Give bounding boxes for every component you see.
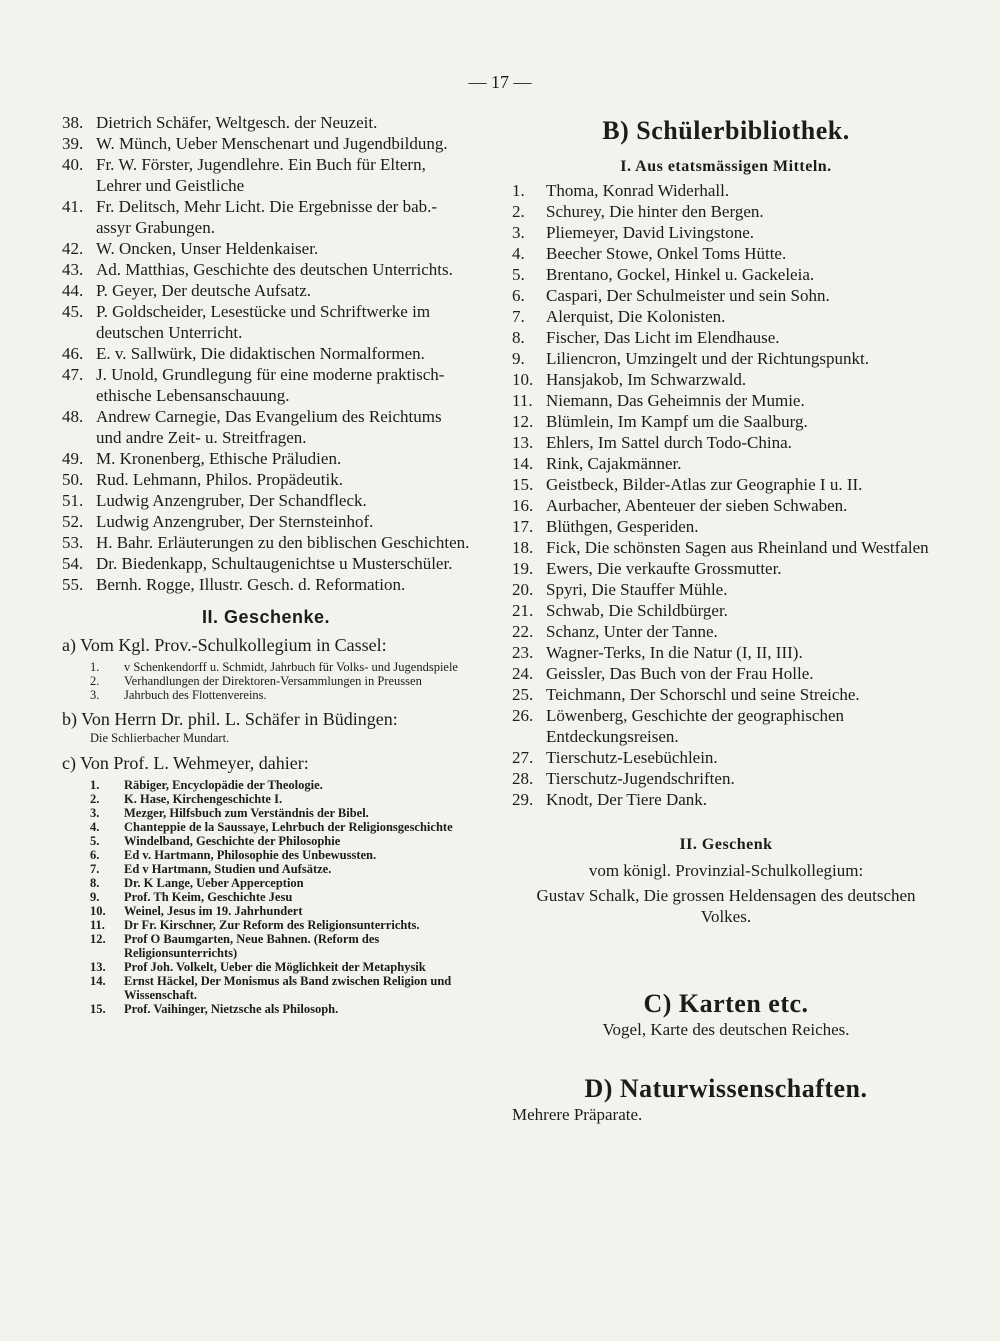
item-number: 41. <box>62 197 84 216</box>
item-text: Fr. W. Förster, Jugendlehre. Ein Buch für Eltern, Lehrer und Geistliche <box>96 155 426 195</box>
item-text: Prof. Vaihinger, Nietzsche als Philosoph. <box>124 1002 339 1016</box>
item-text: Alerquist, Die Kolonisten. <box>546 307 726 326</box>
item-text: Spyri, Die Stauffer Mühle. <box>546 580 728 599</box>
item-text: Aurbacher, Abenteuer der sieben Schwaben. <box>546 496 848 515</box>
student-library-entry <box>512 789 940 810</box>
item-number: 5. <box>90 834 100 848</box>
item-number: 15. <box>512 475 534 494</box>
item-text: Räbiger, Encyclopädie der Theologie. <box>124 778 323 792</box>
item-number: 39. <box>62 134 84 153</box>
item-text: Fischer, Das Licht im Elendhause. <box>546 328 780 347</box>
item-text: Bernh. Rogge, Illustr. Gesch. d. Reformation. <box>96 575 406 594</box>
item-text: Ed v. Hartmann, Philosophie des Unbewussten. <box>124 848 377 862</box>
item-number: 26. <box>512 706 534 725</box>
item-number: 24. <box>512 664 534 683</box>
item-text: J. Unold, Grundlegung für eine moderne praktisch-ethische Lebensanschauung. <box>96 365 445 405</box>
gift-entry <box>62 806 470 820</box>
item-number: 12. <box>90 932 106 946</box>
library-entry <box>62 133 470 154</box>
item-text: Dietrich Schäfer, Weltgesch. der Neuzeit. <box>96 113 378 132</box>
item-number: 3. <box>90 806 100 820</box>
item-text: Jahrbuch des Flottenvereins. <box>124 688 267 702</box>
item-text: Schurey, Die hinter den Bergen. <box>546 202 764 221</box>
item-text: Tierschutz-Jugendschriften. <box>546 769 735 788</box>
student-library-entry <box>512 180 940 201</box>
item-number: 2. <box>512 202 525 221</box>
student-library-entry <box>512 411 940 432</box>
item-number: 17. <box>512 517 534 536</box>
gift-entry <box>62 960 470 974</box>
library-entry <box>62 112 470 133</box>
item-number: 8. <box>90 876 100 890</box>
item-text: Mezger, Hilfsbuch zum Verständnis der Bibel. <box>124 806 369 820</box>
item-number: 53. <box>62 533 84 552</box>
gift-list-a <box>62 660 470 702</box>
item-text: Blümlein, Im Kampf um die Saalburg. <box>546 412 808 431</box>
gift-entry <box>62 834 470 848</box>
item-number: 28. <box>512 769 534 788</box>
student-library-entry <box>512 579 940 600</box>
gift-entry <box>62 688 470 702</box>
item-text: K. Hase, Kirchengeschichte I. <box>124 792 283 806</box>
item-text: Geissler, Das Buch von der Frau Holle. <box>546 664 814 683</box>
item-text: Wagner-Terks, In die Natur (I, II, III). <box>546 643 803 662</box>
library-entry <box>62 154 470 196</box>
item-text: Dr Fr. Kirschner, Zur Reform des Religionsunterrichts. <box>124 918 420 932</box>
item-number: 49. <box>62 449 84 468</box>
item-text: Schwab, Die Schildbürger. <box>546 601 728 620</box>
item-text: Ewers, Die verkaufte Grossmutter. <box>546 559 782 578</box>
item-number: 51. <box>62 491 84 510</box>
library-entry <box>62 553 470 574</box>
section-d-heading: D) Naturwissenschaften. <box>584 1074 868 1103</box>
item-text: Rud. Lehmann, Philos. Propädeutik. <box>96 470 343 489</box>
item-text: Tierschutz-Lesebüchlein. <box>546 748 718 767</box>
student-library-entry <box>512 201 940 222</box>
student-library-entry <box>512 600 940 621</box>
library-entry <box>62 301 470 343</box>
donor-c: c) Von Prof. L. Wehmeyer, dahier: <box>62 753 309 773</box>
item-text: Windelband, Geschichte der Philosophie <box>124 834 341 848</box>
left-column <box>62 112 470 1016</box>
item-number: 1. <box>90 660 100 674</box>
item-number: 14. <box>512 454 534 473</box>
library-entry <box>62 280 470 301</box>
item-text: Ed v Hartmann, Studien und Aufsätze. <box>124 862 332 876</box>
item-text: Löwenberg, Geschichte der geographischen Entdeckungsreisen. <box>546 706 845 746</box>
item-number: 29. <box>512 790 534 809</box>
gift-entry <box>62 848 470 862</box>
student-library-entry <box>512 432 940 453</box>
item-text: Ludwig Anzengruber, Der Schandfleck. <box>96 491 367 510</box>
item-number: 50. <box>62 470 84 489</box>
student-library-entry <box>512 642 940 663</box>
student-library-entry <box>512 495 940 516</box>
student-library-entry <box>512 663 940 684</box>
item-number: 13. <box>512 433 534 452</box>
item-text: Rink, Cajakmänner. <box>546 454 682 473</box>
item-text: Ludwig Anzengruber, Der Sternsteinhof. <box>96 512 374 531</box>
item-text: Caspari, Der Schulmeister und sein Sohn. <box>546 286 830 305</box>
item-number: 52. <box>62 512 84 531</box>
student-library-entry <box>512 264 940 285</box>
item-number: 10. <box>90 904 106 918</box>
library-entry <box>62 406 470 448</box>
library-entry <box>62 343 470 364</box>
item-text: Thoma, Konrad Widerhall. <box>546 181 730 200</box>
item-text: Knodt, Der Tiere Dank. <box>546 790 708 809</box>
gift-entry <box>62 904 470 918</box>
item-number: 11. <box>90 918 105 932</box>
item-text: Niemann, Das Geheimnis der Mumie. <box>546 391 805 410</box>
item-number: 43. <box>62 260 84 279</box>
item-text: Ernst Häckel, Der Monismus als Band zwischen Religion und Wissenschaft. <box>124 974 452 1002</box>
item-text: Ehlers, Im Sattel durch Todo-China. <box>546 433 792 452</box>
item-number: 44. <box>62 281 84 300</box>
gift-entry <box>62 792 470 806</box>
library-entry <box>62 364 470 406</box>
item-number: 3. <box>512 223 525 242</box>
gift-entry <box>62 674 470 688</box>
item-text: Prof. Th Keim, Geschichte Jesu <box>124 890 293 904</box>
item-number: 1. <box>512 181 525 200</box>
item-text: Brentano, Gockel, Hinkel u. Gackeleia. <box>546 265 815 284</box>
item-number: 6. <box>90 848 100 862</box>
library-entry <box>62 196 470 238</box>
page-number: — 17 — <box>468 72 532 92</box>
item-number: 23. <box>512 643 534 662</box>
library-entry <box>62 490 470 511</box>
item-text: Prof O Baumgarten, Neue Bahnen. (Reform des Religionsunterrichts) <box>124 932 380 960</box>
item-text: P. Geyer, Der deutsche Aufsatz. <box>96 281 312 300</box>
item-text: P. Goldscheider, Lesestücke und Schriftwerke im deutschen Unterricht. <box>96 302 431 342</box>
student-library-entry <box>512 243 940 264</box>
item-number: 4. <box>512 244 525 263</box>
item-text: Weinel, Jesus im 19. Jahrhundert <box>124 904 303 918</box>
gifts-heading: II. Geschenke. <box>201 607 331 627</box>
gift-donor: vom königl. Provinzial-Schulkollegium: <box>588 861 864 880</box>
gift-text: Gustav Schalk, Die grossen Heldensagen des deutschen Volkes. <box>536 886 916 926</box>
library-entry <box>62 259 470 280</box>
item-text: Verhandlungen der Direktoren-Versammlungen in Preussen <box>124 674 422 688</box>
gift-entry <box>62 932 470 960</box>
item-number: 4. <box>90 820 100 834</box>
item-text: Prof Joh. Volkelt, Ueber die Möglichkeit der Metaphysik <box>124 960 426 974</box>
student-library-entry <box>512 558 940 579</box>
item-number: 22. <box>512 622 534 641</box>
student-library-entry <box>512 684 940 705</box>
item-text: Dr. Biedenkapp, Schultaugenichtse u Musterschüler. <box>96 554 453 573</box>
item-number: 15. <box>90 1002 106 1016</box>
gift-b: Die Schlierbacher Mundart. <box>90 731 230 745</box>
donor-a: a) Vom Kgl. Prov.-Schulkollegium in Cassel: <box>62 635 387 655</box>
item-number: 42. <box>62 239 84 258</box>
item-text: Dr. K Lange, Ueber Apperception <box>124 876 304 890</box>
item-text: M. Kronenberg, Ethische Präludien. <box>96 449 342 468</box>
gift-entry <box>62 820 470 834</box>
student-library-entry <box>512 369 940 390</box>
library-entry <box>62 574 470 595</box>
gift-entry <box>62 1002 470 1016</box>
subsection-2-heading: II. Geschenk <box>679 836 773 853</box>
item-number: 18. <box>512 538 534 557</box>
section-c-heading: C) Karten etc. <box>643 989 809 1018</box>
item-number: 7. <box>90 862 100 876</box>
item-number: 12. <box>512 412 534 431</box>
item-number: 19. <box>512 559 534 578</box>
item-text: H. Bahr. Erläuterungen zu den biblischen Geschichten. <box>96 533 470 552</box>
gift-list-c <box>62 778 470 1016</box>
subsection-1-heading: I. Aus etatsmässigen Mitteln. <box>620 158 832 175</box>
item-text: Chanteppie de la Saussaye, Lehrbuch der Religionsgeschichte <box>124 820 453 834</box>
gift-entry <box>62 778 470 792</box>
item-number: 27. <box>512 748 534 767</box>
gift-entry <box>62 918 470 932</box>
item-number: 2. <box>90 792 100 806</box>
item-number: 7. <box>512 307 525 326</box>
item-number: 25. <box>512 685 534 704</box>
item-text: Ad. Matthias, Geschichte des deutschen Unterrichts. <box>96 260 453 279</box>
item-text: Fr. Delitsch, Mehr Licht. Die Ergebnisse der bab.-assyr Grabungen. <box>96 197 438 237</box>
item-text: v Schenkendorff u. Schmidt, Jahrbuch für Volks- und Jugendspiele <box>124 660 458 674</box>
item-text: Andrew Carnegie, Das Evangelium des Reichtums und andre Zeit- u. Streitfragen. <box>96 407 442 447</box>
item-number: 1. <box>90 778 100 792</box>
library-entry-list <box>62 112 470 595</box>
item-number: 5. <box>512 265 525 284</box>
item-number: 38. <box>62 113 84 132</box>
item-text: Schanz, Unter der Tanne. <box>546 622 718 641</box>
student-library-entry <box>512 327 940 348</box>
student-library-entry <box>512 348 940 369</box>
gift-entry <box>62 862 470 876</box>
item-number: 40. <box>62 155 84 174</box>
item-number: 47. <box>62 365 84 384</box>
section-d-text: Mehrere Präparate. <box>512 1105 643 1124</box>
library-entry <box>62 238 470 259</box>
item-number: 54. <box>62 554 84 573</box>
item-text: Blüthgen, Gesperiden. <box>546 517 699 536</box>
library-entry <box>62 448 470 469</box>
item-number: 48. <box>62 407 84 426</box>
item-text: Fick, Die schönsten Sagen aus Rheinland und Westfalen <box>546 538 929 557</box>
student-library-list <box>512 180 940 810</box>
gift-entry <box>62 660 470 674</box>
item-text: Liliencron, Umzingelt und der Richtungspunkt. <box>546 349 869 368</box>
item-text: E. v. Sallwürk, Die didaktischen Normalformen. <box>96 344 425 363</box>
item-number: 45. <box>62 302 84 321</box>
student-library-entry <box>512 285 940 306</box>
item-number: 2. <box>90 674 100 688</box>
gift-entry <box>62 974 470 1002</box>
item-number: 3. <box>90 688 100 702</box>
item-number: 13. <box>90 960 106 974</box>
student-library-entry <box>512 453 940 474</box>
section-c-text: Vogel, Karte des deutschen Reiches. <box>602 1020 850 1039</box>
item-number: 20. <box>512 580 534 599</box>
student-library-entry <box>512 516 940 537</box>
right-column <box>512 112 940 1125</box>
library-entry <box>62 511 470 532</box>
item-number: 6. <box>512 286 525 305</box>
library-entry <box>62 469 470 490</box>
item-text: Beecher Stowe, Onkel Toms Hütte. <box>546 244 787 263</box>
item-number: 14. <box>90 974 106 988</box>
item-number: 9. <box>512 349 525 368</box>
item-text: Geistbeck, Bilder-Atlas zur Geographie I u. II. <box>546 475 863 494</box>
item-text: Teichmann, Der Schorschl und seine Streiche. <box>546 685 860 704</box>
student-library-entry <box>512 390 940 411</box>
item-text: W. Münch, Ueber Menschenart und Jugendbildung. <box>96 134 448 153</box>
item-number: 11. <box>512 391 533 410</box>
student-library-entry <box>512 222 940 243</box>
item-number: 9. <box>90 890 100 904</box>
item-number: 10. <box>512 370 534 389</box>
item-number: 55. <box>62 575 84 594</box>
item-text: Pliemeyer, David Livingstone. <box>546 223 755 242</box>
gift-entry <box>62 876 470 890</box>
student-library-entry <box>512 621 940 642</box>
item-number: 46. <box>62 344 84 363</box>
item-number: 16. <box>512 496 534 515</box>
student-library-entry <box>512 537 940 558</box>
item-text: Hansjakob, Im Schwarzwald. <box>546 370 747 389</box>
item-number: 8. <box>512 328 525 347</box>
item-number: 21. <box>512 601 534 620</box>
section-b-heading: B) Schülerbibliothek. <box>602 116 850 145</box>
student-library-entry <box>512 747 940 768</box>
library-entry <box>62 532 470 553</box>
donor-b: b) Von Herrn Dr. phil. L. Schäfer in Büdingen: <box>62 709 398 729</box>
student-library-entry <box>512 474 940 495</box>
student-library-entry <box>512 768 940 789</box>
student-library-entry <box>512 306 940 327</box>
gift-entry <box>62 890 470 904</box>
item-text: W. Oncken, Unser Heldenkaiser. <box>96 239 319 258</box>
student-library-entry <box>512 705 940 747</box>
